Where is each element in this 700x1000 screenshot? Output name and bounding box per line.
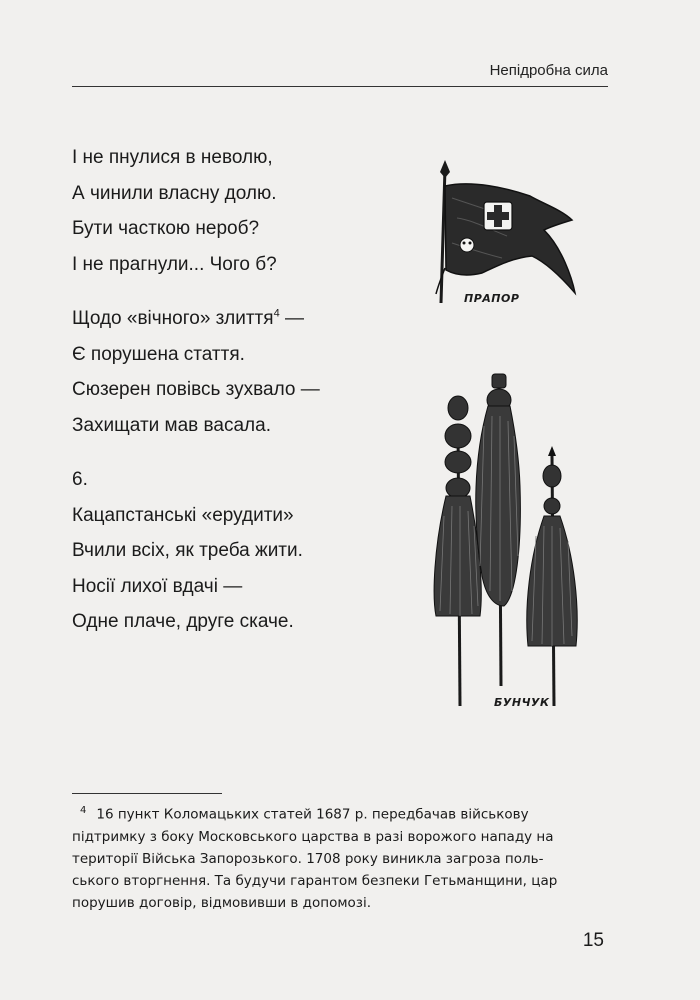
flag-illustration (412, 158, 587, 313)
stanza-2 (72, 301, 412, 443)
running-head: Непідробна сила (489, 62, 608, 79)
verse-line: Є порушена стаття. (72, 343, 245, 365)
bunchuk-icon (424, 366, 594, 711)
verse-line: Носії лихої вдачі — (72, 575, 243, 597)
header-rule (72, 86, 608, 87)
footnote-line: порушив договір, відмовивши в допомозі. (72, 894, 372, 911)
footnote-reference[interactable]: 4 (273, 307, 280, 320)
verse-line: Вчили всіх, як треба жити. (72, 540, 303, 561)
verse-line: А чинили власну долю. (72, 182, 277, 204)
bunchuk-caption: БУНЧУК (494, 696, 550, 709)
verse-line: Одне плаче, друге скаче. (72, 611, 294, 632)
page-number: 15 (582, 930, 604, 951)
stanza-1 (72, 140, 412, 282)
verse-line: Кацапстанські «ерудити» (72, 504, 294, 526)
verse-line-with-footnote (72, 301, 412, 337)
poem (72, 140, 412, 659)
footnote-line (72, 800, 612, 826)
footnote-line: ського вторгнення. Та будучи гарантом безпеки Гетьманщини, цар (72, 872, 558, 889)
verse-line: І не пнулися в неволю, (72, 147, 273, 168)
verse-line-text: Щодо «вічного» злиття (72, 308, 274, 329)
verse-line: Сюзерен повівсь зухвало — (72, 379, 320, 400)
footnote-line: підтримку з боку Московського царства в разі ворожого нападу на (72, 828, 554, 845)
verse-line: Бути часткою нероб? (72, 218, 260, 239)
stanza-3 (72, 462, 412, 640)
verse-line-dash: — (279, 308, 304, 329)
stanza-number: 6. (72, 469, 88, 490)
verse-line: І не прагнули... Чого б? (72, 253, 277, 275)
flag-icon (412, 158, 587, 308)
footnote-text: 16 пункт Коломацьких статей 1687 р. передбачав військову (96, 806, 529, 823)
footnote-marker: 4 (80, 805, 87, 816)
footnote (72, 800, 612, 914)
footnote-line: території Війська Запорозького. 1708 року виникла загроза поль- (72, 850, 544, 867)
footnote-rule (72, 793, 222, 794)
bunchuk-illustration (424, 366, 594, 716)
flag-caption: ПРАПОР (464, 292, 520, 305)
verse-line: Захищати мав васала. (72, 414, 271, 436)
